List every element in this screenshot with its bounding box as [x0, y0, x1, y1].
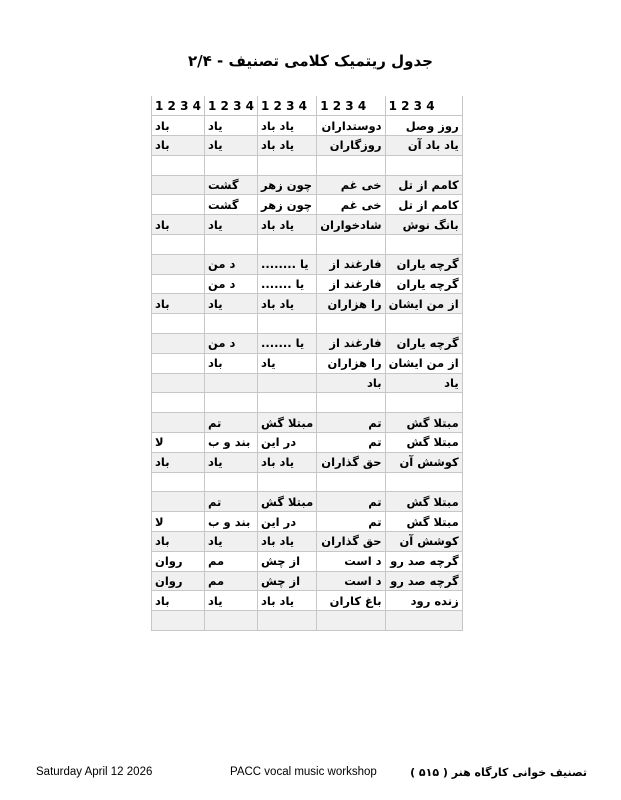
table-cell: زنده رود: [385, 591, 462, 611]
table-cell: د است: [317, 551, 385, 571]
table-cell: [152, 314, 205, 334]
table-cell: از من ایشان: [385, 294, 462, 314]
table-cell: لا: [152, 433, 205, 453]
table-cell: باغ کاران: [317, 591, 385, 611]
table-row: [152, 492, 463, 512]
table-cell: روان: [152, 551, 205, 571]
table-cell: کامم از تل: [385, 175, 462, 195]
table-cell: [258, 611, 317, 631]
table-cell: [258, 155, 317, 175]
table-cell: [385, 472, 462, 492]
table-cell: گشت: [205, 175, 258, 195]
table-cell: [152, 393, 205, 413]
table-cell: [317, 235, 385, 255]
table-cell: دوستداران: [317, 116, 385, 136]
table-cell: [258, 314, 317, 334]
table-row: [152, 116, 463, 136]
table-cell: یاد باد: [258, 136, 317, 156]
table-cell: [152, 155, 205, 175]
table-cell: روزگاران: [317, 136, 385, 156]
table-cell: یاد باد: [258, 215, 317, 235]
table-cell: چون زهر: [258, 195, 317, 215]
table-cell: تم: [317, 433, 385, 453]
table-cell: مبتلا گش: [385, 433, 462, 453]
table-cell: چون زهر: [258, 175, 317, 195]
table-cell: یاد باد: [258, 591, 317, 611]
table-cell: [205, 393, 258, 413]
table-cell: یاد: [205, 215, 258, 235]
table-cell: گرچه یاران: [385, 254, 462, 274]
table-cell: [385, 393, 462, 413]
table-cell: [385, 155, 462, 175]
table-cell: را هزاران: [317, 294, 385, 314]
table-row: [152, 512, 463, 532]
table-cell: [385, 235, 462, 255]
table-cell: یاد: [385, 373, 462, 393]
table-cell: بانگ نوش: [385, 215, 462, 235]
table-cell: [205, 235, 258, 255]
table-cell: یاد باد آن: [385, 136, 462, 156]
beat-header-cell: 4 3 2 1: [317, 96, 385, 116]
table-cell: گشت: [205, 195, 258, 215]
table-row: [152, 235, 463, 255]
table-cell: کامم از تل: [385, 195, 462, 215]
table-row: [152, 571, 463, 591]
beat-header-cell: 4 3 2 1: [152, 96, 205, 116]
table-cell: [205, 314, 258, 334]
table-cell: باد: [317, 373, 385, 393]
table-cell: تم: [205, 413, 258, 433]
table-cell: مم: [205, 551, 258, 571]
table-row: [152, 532, 463, 552]
table-cell: [152, 254, 205, 274]
table-cell: باد: [152, 215, 205, 235]
beat-header-cell: 4 3 2 1: [205, 96, 258, 116]
table-cell: [205, 155, 258, 175]
table-row: [152, 175, 463, 195]
table-cell: لا: [152, 512, 205, 532]
table-cell: مبتلا گش: [258, 492, 317, 512]
table-cell: فارغند از: [317, 334, 385, 354]
table-cell: یاد: [205, 116, 258, 136]
table-cell: [152, 611, 205, 631]
table-cell: از چش: [258, 571, 317, 591]
table-row: [152, 611, 463, 631]
page-title: جدول ریتمیک کلامی تصنیف - ۲/۴: [188, 52, 433, 70]
table-cell: گرچه صد رو: [385, 571, 462, 591]
rhythm-table: [151, 96, 463, 631]
table-cell: [317, 155, 385, 175]
table-cell: [317, 472, 385, 492]
table-cell: یاد: [205, 591, 258, 611]
table-cell: [317, 611, 385, 631]
table-cell: [205, 611, 258, 631]
footer-title-persian: تصنیف خوانی کارگاه هنر ( ۵۱۵ ): [410, 766, 587, 779]
table-cell: فارغند از: [317, 274, 385, 294]
table-cell: [205, 373, 258, 393]
table-cell: [152, 373, 205, 393]
table-cell: [385, 611, 462, 631]
table-row: [152, 551, 463, 571]
table-cell: مبتلا گش: [385, 492, 462, 512]
table-cell: یا .......: [258, 274, 317, 294]
table-cell: حق گذاران: [317, 532, 385, 552]
table-header-row: [152, 96, 463, 116]
table-row: [152, 195, 463, 215]
table-row: [152, 274, 463, 294]
table-cell: [317, 314, 385, 334]
table-row: [152, 155, 463, 175]
table-row: [152, 215, 463, 235]
table-cell: کوشش آن: [385, 532, 462, 552]
footer-date: Saturday April 12 2026: [36, 766, 153, 778]
table-cell: [152, 274, 205, 294]
table-cell: [258, 472, 317, 492]
table-cell: یاد: [205, 532, 258, 552]
table-cell: باد: [152, 591, 205, 611]
table-cell: [152, 353, 205, 373]
table-cell: مبتلا گش: [385, 512, 462, 532]
table-cell: د است: [317, 571, 385, 591]
table-cell: تم: [205, 492, 258, 512]
table-cell: فارغند از: [317, 254, 385, 274]
table-cell: باد: [152, 452, 205, 472]
table-row: [152, 452, 463, 472]
table-cell: روز وصل: [385, 116, 462, 136]
table-cell: [152, 195, 205, 215]
table-cell: [152, 175, 205, 195]
table-cell: [258, 373, 317, 393]
table-row: [152, 433, 463, 453]
table-cell: خی غم: [317, 175, 385, 195]
table-cell: مبتلا گش: [258, 413, 317, 433]
table-cell: گرچه یاران: [385, 334, 462, 354]
table-cell: [152, 472, 205, 492]
table-row: [152, 294, 463, 314]
table-cell: باد: [152, 294, 205, 314]
table-cell: باد: [152, 136, 205, 156]
table-cell: د من: [205, 334, 258, 354]
footer-workshop: PACC vocal music workshop: [230, 766, 377, 778]
table-cell: [317, 393, 385, 413]
table-cell: مم: [205, 571, 258, 591]
table-row: [152, 373, 463, 393]
table-cell: باد: [205, 353, 258, 373]
table-row: [152, 353, 463, 373]
table-cell: خی غم: [317, 195, 385, 215]
table-row: [152, 136, 463, 156]
table-cell: [258, 235, 317, 255]
table-cell: یاد: [205, 452, 258, 472]
table-row: [152, 472, 463, 492]
table-cell: یاد: [258, 353, 317, 373]
table-cell: یا ........: [258, 254, 317, 274]
table-cell: تم: [317, 413, 385, 433]
table-cell: یا .......: [258, 334, 317, 354]
table-cell: یاد باد: [258, 452, 317, 472]
table-cell: بند و ب: [205, 512, 258, 532]
table-cell: از من ایشان: [385, 353, 462, 373]
table-cell: د من: [205, 254, 258, 274]
table-cell: یاد باد: [258, 116, 317, 136]
table-cell: [152, 492, 205, 512]
table-cell: [205, 472, 258, 492]
table-cell: یاد باد: [258, 532, 317, 552]
table-row: [152, 254, 463, 274]
table-cell: کوشش آن: [385, 452, 462, 472]
table-cell: تم: [317, 512, 385, 532]
table-cell: را هزاران: [317, 353, 385, 373]
table-cell: [152, 334, 205, 354]
table-cell: [385, 314, 462, 334]
table-row: [152, 314, 463, 334]
table-cell: [152, 235, 205, 255]
table-row: [152, 393, 463, 413]
table-row: [152, 413, 463, 433]
table-cell: [152, 413, 205, 433]
table-cell: شادخواران: [317, 215, 385, 235]
table-cell: باد: [152, 116, 205, 136]
table-cell: گرچه صد رو: [385, 551, 462, 571]
table-cell: در این: [258, 433, 317, 453]
table-cell: یاد باد: [258, 294, 317, 314]
table-cell: در این: [258, 512, 317, 532]
table-row: [152, 591, 463, 611]
beat-header-cell: 4 3 2 1: [385, 96, 462, 116]
table-cell: [258, 393, 317, 413]
table-cell: یاد: [205, 294, 258, 314]
table-cell: مبتلا گش: [385, 413, 462, 433]
table-cell: گرچه یاران: [385, 274, 462, 294]
table-cell: یاد: [205, 136, 258, 156]
table-cell: حق گذاران: [317, 452, 385, 472]
table-cell: تم: [317, 492, 385, 512]
table-row: [152, 334, 463, 354]
table-cell: از چش: [258, 551, 317, 571]
table-cell: د من: [205, 274, 258, 294]
table-cell: بند و ب: [205, 433, 258, 453]
beat-header-cell: 4 3 2 1: [258, 96, 317, 116]
table-cell: باد: [152, 532, 205, 552]
table-cell: روان: [152, 571, 205, 591]
